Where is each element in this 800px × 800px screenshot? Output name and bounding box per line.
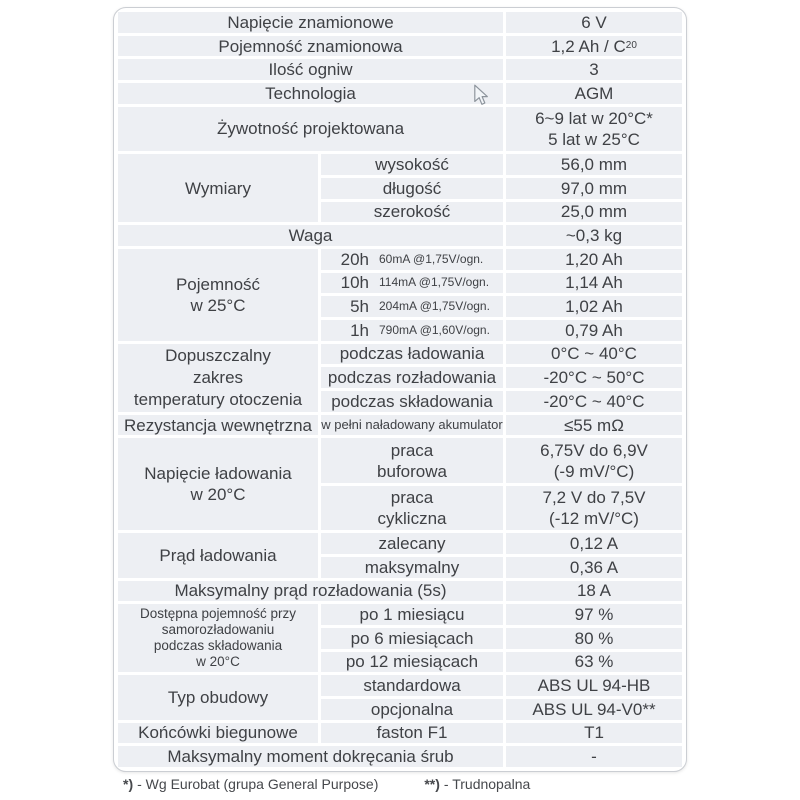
capacity-25c-label-line2: w 25°C xyxy=(190,295,246,315)
charging-voltage-buffer-value xyxy=(506,438,682,482)
temperature-range-label xyxy=(118,344,318,412)
capacity-25c-label xyxy=(118,249,318,341)
capacity-rate-20h-detail: 60mA @1,75V/ogn. xyxy=(379,251,484,266)
weight-label: Waga xyxy=(118,225,503,246)
case-type-standard-value: ABS UL 94-HB xyxy=(506,675,682,696)
terminals-value: T1 xyxy=(506,723,682,744)
nominal-capacity-value: 1,2 Ah / C 20 xyxy=(506,36,682,57)
terminals-type: faston F1 xyxy=(321,723,503,744)
dimension-width-name: szerokość xyxy=(321,202,503,223)
charging-voltage-cyclic-name-line2: cykliczna xyxy=(377,508,447,528)
design-life-value-line2: 5 lat w 25°C xyxy=(548,129,640,149)
charging-voltage-buffer-name-line2: buforowa xyxy=(377,461,447,481)
nominal-voltage-label: Napięcie znamionowe xyxy=(118,12,503,33)
charging-voltage-cyclic-value xyxy=(506,486,682,530)
nominal-capacity-value-text: 1,2 Ah / C xyxy=(551,36,626,56)
capacity-rate-20h-time: 20h xyxy=(340,249,369,269)
temp-storage-value: -20°C ~ 40°C xyxy=(506,391,682,412)
dimension-length-value: 97,0 mm xyxy=(506,178,682,199)
torque-label: Maksymalny moment dokręcania śrub xyxy=(118,746,503,767)
capacity-rate-1h-time: 1h xyxy=(350,320,369,340)
capacity-rate-10h xyxy=(321,273,503,294)
charging-voltage-cyclic-name-line1: praca xyxy=(390,487,434,507)
temp-charging-name: podczas ładowania xyxy=(321,344,503,365)
self-discharge-12months-value: 63 % xyxy=(506,652,682,673)
charging-current-label: Prąd ładowania xyxy=(118,533,318,577)
capacity-rate-10h-value: 1,14 Ah xyxy=(506,273,682,294)
capacity-rate-10h-detail: 114mA @1,75V/ogn. xyxy=(379,275,490,290)
self-discharge-12months-name: po 12 miesiącach xyxy=(321,652,503,673)
design-life-value xyxy=(506,107,682,151)
terminals-label: Końcówki biegunowe xyxy=(118,723,318,744)
self-discharge-label-line3: podczas składowania xyxy=(153,638,283,654)
temp-charging-value: 0°C ~ 40°C xyxy=(506,344,682,365)
footnote-eurobat xyxy=(123,776,378,792)
case-type-label: Typ obudowy xyxy=(118,675,318,719)
internal-resistance-value: ≤55 mΩ xyxy=(506,415,682,436)
charging-current-max-value: 0,36 A xyxy=(506,557,682,578)
dimension-height-value: 56,0 mm xyxy=(506,154,682,175)
case-type-optional-name: opcjonalna xyxy=(321,699,503,720)
weight-value: ~0,3 kg xyxy=(506,225,682,246)
charging-current-max-name: maksymalny xyxy=(321,557,503,578)
capacity-rate-20h xyxy=(321,249,503,270)
case-type-optional-value: ABS UL 94-V0** xyxy=(506,699,682,720)
self-discharge-6months-name: po 6 miesiącach xyxy=(321,628,503,649)
cell-count-label: Ilość ogniw xyxy=(118,59,503,80)
max-discharge-current-label: Maksymalny prąd rozładowania (5s) xyxy=(118,581,503,602)
self-discharge-1month-value: 97 % xyxy=(506,604,682,625)
torque-value: - xyxy=(506,746,682,767)
nominal-voltage-value: 6 V xyxy=(506,12,682,33)
charging-voltage-buffer-value-line2: (-9 mV/°C) xyxy=(553,461,635,481)
capacity-25c-label-line1: Pojemność xyxy=(175,274,261,294)
charging-voltage-buffer-value-line1: 6,75V do 6,9V xyxy=(540,440,648,460)
self-discharge-6months-value: 80 % xyxy=(506,628,682,649)
footnote-flame-retardant-mark: **) xyxy=(424,776,440,792)
charging-current-recommended-value: 0,12 A xyxy=(506,533,682,554)
max-discharge-current-value: 18 A xyxy=(506,581,682,602)
self-discharge-label-line4: w 20°C xyxy=(196,654,240,670)
charging-voltage-cyclic-value-line1: 7,2 V do 7,5V xyxy=(542,487,646,507)
self-discharge-label-line2: samorozładowaniu xyxy=(161,622,275,638)
capacity-rate-5h-detail: 204mA @1,75V/ogn. xyxy=(379,299,490,314)
capacity-rate-1h-value: 0,79 Ah xyxy=(506,320,682,341)
self-discharge-1month-name: po 1 miesiącu xyxy=(321,604,503,625)
dimensions-label: Wymiary xyxy=(118,154,318,222)
cell-count-value: 3 xyxy=(506,59,682,80)
capacity-rate-5h xyxy=(321,296,503,317)
footnotes xyxy=(117,776,683,792)
capacity-rate-20h-value: 1,20 Ah xyxy=(506,249,682,270)
dimension-width-value: 25,0 mm xyxy=(506,202,682,223)
footnote-flame-retardant xyxy=(424,776,530,792)
charging-voltage-label xyxy=(118,438,318,530)
dimension-length-name: długość xyxy=(321,178,503,199)
charging-voltage-cyclic-value-line2: (-12 mV/°C) xyxy=(549,508,639,528)
charging-voltage-buffer-name-line1: praca xyxy=(390,440,434,460)
dimension-height-name: wysokość xyxy=(321,154,503,175)
capacity-rate-1h xyxy=(321,320,503,341)
capacity-rate-5h-value: 1,02 Ah xyxy=(506,296,682,317)
temperature-range-label-line2: zakres xyxy=(192,367,244,387)
temperature-range-label-line1: Dopuszczalny xyxy=(165,345,271,365)
design-life-label: Żywotność projektowana xyxy=(118,107,503,151)
case-type-standard-name: standardowa xyxy=(321,675,503,696)
charging-voltage-cyclic-name xyxy=(321,486,503,530)
capacity-rate-1h-detail: 790mA @1,60V/ogn. xyxy=(379,322,490,337)
nominal-capacity-label: Pojemność znamionowa xyxy=(118,36,503,57)
temp-discharging-value: -20°C ~ 50°C xyxy=(506,367,682,388)
charging-current-recommended-name: zalecany xyxy=(321,533,503,554)
technology-label: Technologia xyxy=(118,83,503,104)
footnote-eurobat-text: - Wg Eurobat (grupa General Purpose) xyxy=(137,776,379,792)
temperature-range-label-line3: temperatury otoczenia xyxy=(133,389,303,409)
footnote-flame-retardant-text: - Trudnopalna xyxy=(443,776,531,792)
capacity-rate-10h-time: 10h xyxy=(340,273,369,293)
temp-storage-name: podczas składowania xyxy=(321,391,503,412)
temp-discharging-name: podczas rozładowania xyxy=(321,367,503,388)
internal-resistance-condition: w pełni naładowany akumulator xyxy=(321,415,503,436)
footnote-eurobat-mark: *) xyxy=(123,776,134,792)
charging-voltage-label-line2: w 20°C xyxy=(190,485,246,505)
self-discharge-label-line1: Dostępna pojemność przy xyxy=(139,606,297,622)
technology-value: AGM xyxy=(506,83,682,104)
charging-voltage-label-line1: Napięcie ładowania xyxy=(144,464,292,484)
charging-voltage-buffer-name xyxy=(321,438,503,482)
internal-resistance-label: Rezystancja wewnętrzna xyxy=(118,415,318,436)
battery-spec-table xyxy=(113,7,687,772)
capacity-rate-5h-time: 5h xyxy=(350,297,369,317)
design-life-value-line1: 6~9 lat w 20°C* xyxy=(535,108,653,128)
self-discharge-label xyxy=(118,604,318,672)
